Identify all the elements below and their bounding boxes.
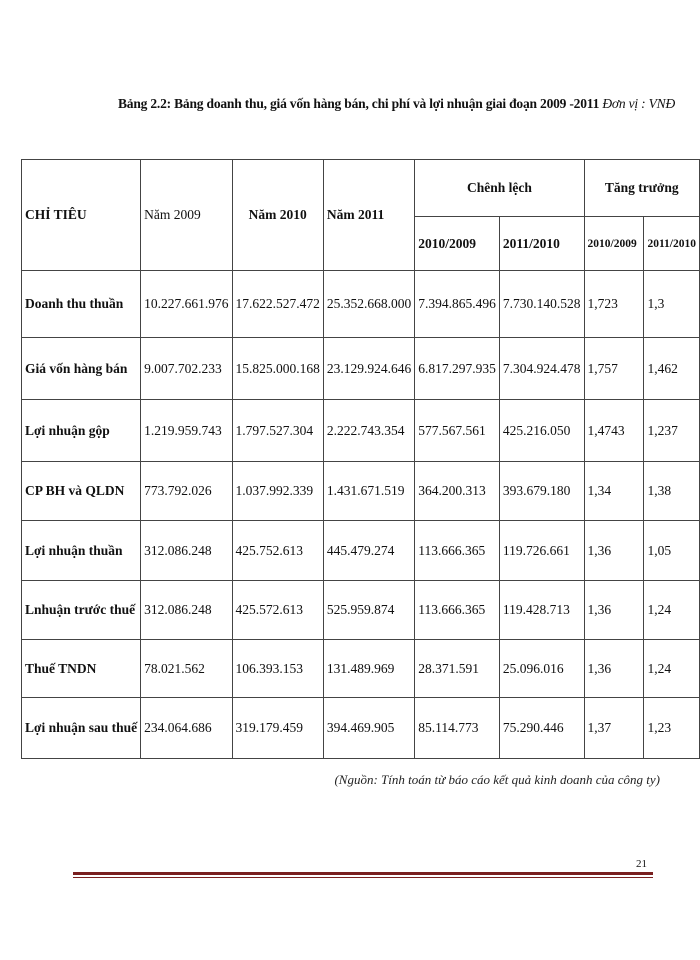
cell-2011: 2.222.743.354 <box>323 400 414 462</box>
cell-growth-1: 1,723 <box>584 271 644 338</box>
table-row <box>22 271 700 338</box>
cell-diff-2: 393.679.180 <box>499 462 584 521</box>
cell-2010: 319.179.459 <box>232 698 323 759</box>
cell-diff-1: 577.567.561 <box>415 400 500 462</box>
cell-2010: 1.037.992.339 <box>232 462 323 521</box>
header-diff-2010-2009: 2010/2009 <box>415 217 500 271</box>
table-row <box>22 698 700 759</box>
cell-diff-2: 7.304.924.478 <box>499 338 584 400</box>
cell-growth-2: 1,38 <box>644 462 700 521</box>
cell-growth-2: 1,24 <box>644 640 700 698</box>
cell-growth-2: 1,3 <box>644 271 700 338</box>
cell-diff-1: 113.666.365 <box>415 581 500 640</box>
table-row <box>22 338 700 400</box>
cell-2009: 312.086.248 <box>141 521 232 581</box>
source-note: (Nguồn: Tính toán từ báo cáo kết quả kinh doanh của công ty) <box>334 772 660 787</box>
cell-2011: 1.431.671.519 <box>323 462 414 521</box>
cell-diff-1: 7.394.865.496 <box>415 271 500 338</box>
cell-2010: 1.797.527.304 <box>232 400 323 462</box>
table-row <box>22 462 700 521</box>
cell-growth-1: 1,36 <box>584 521 644 581</box>
cell-diff-1: 6.817.297.935 <box>415 338 500 400</box>
cell-growth-1: 1,36 <box>584 640 644 698</box>
table-row <box>22 400 700 462</box>
cell-diff-2: 119.428.713 <box>499 581 584 640</box>
header-diff-2011-2010: 2011/2010 <box>499 217 584 271</box>
header-year-2011: Năm 2011 <box>323 160 414 271</box>
cell-2009: 773.792.026 <box>141 462 232 521</box>
cell-diff-2: 7.730.140.528 <box>499 271 584 338</box>
cell-growth-1: 1,4743 <box>584 400 644 462</box>
cell-growth-2: 1,05 <box>644 521 700 581</box>
cell-diff-2: 75.290.446 <box>499 698 584 759</box>
cell-diff-1: 85.114.773 <box>415 698 500 759</box>
cell-2011: 445.479.274 <box>323 521 414 581</box>
cell-2011: 525.959.874 <box>323 581 414 640</box>
cell-2010: 15.825.000.168 <box>232 338 323 400</box>
header-growth: Tăng trưởng <box>584 160 699 217</box>
cell-2011: 394.469.905 <box>323 698 414 759</box>
cell-diff-1: 28.371.591 <box>415 640 500 698</box>
cell-2010: 425.752.613 <box>232 521 323 581</box>
cell-2009: 9.007.702.233 <box>141 338 232 400</box>
row-label: Lợi nhuận gộp <box>22 400 141 462</box>
cell-2010: 17.622.527.472 <box>232 271 323 338</box>
cell-2009: 1.219.959.743 <box>141 400 232 462</box>
financial-table <box>21 159 700 759</box>
header-row-1 <box>22 160 700 217</box>
table-row <box>22 581 700 640</box>
header-year-2010: Năm 2010 <box>232 160 323 271</box>
cell-diff-1: 113.666.365 <box>415 521 500 581</box>
row-label: Doanh thu thuần <box>22 271 141 338</box>
cell-growth-1: 1,37 <box>584 698 644 759</box>
row-label: Lnhuận trước thuế <box>22 581 141 640</box>
footer-rule-thin <box>73 877 653 878</box>
page-number: 21 <box>636 858 647 870</box>
cell-diff-2: 25.096.016 <box>499 640 584 698</box>
cell-growth-2: 1,237 <box>644 400 700 462</box>
table-row <box>22 640 700 698</box>
cell-diff-1: 364.200.313 <box>415 462 500 521</box>
cell-2009: 10.227.661.976 <box>141 271 232 338</box>
cell-growth-1: 1,36 <box>584 581 644 640</box>
cell-growth-2: 1,24 <box>644 581 700 640</box>
cell-2011: 25.352.668.000 <box>323 271 414 338</box>
cell-2011: 23.129.924.646 <box>323 338 414 400</box>
header-difference: Chênh lệch <box>415 160 584 217</box>
footer-rule <box>73 872 653 875</box>
cell-growth-1: 1,34 <box>584 462 644 521</box>
row-label: CP BH và QLDN <box>22 462 141 521</box>
cell-2009: 312.086.248 <box>141 581 232 640</box>
cell-2010: 425.572.613 <box>232 581 323 640</box>
header-indicator: CHỈ TIÊU <box>22 160 141 271</box>
cell-diff-2: 425.216.050 <box>499 400 584 462</box>
cell-growth-2: 1,23 <box>644 698 700 759</box>
row-label: Lợi nhuận sau thuế <box>22 698 141 759</box>
cell-diff-2: 119.726.661 <box>499 521 584 581</box>
row-label: Thuế TNDN <box>22 640 141 698</box>
row-label: Lợi nhuận thuần <box>22 521 141 581</box>
cell-2009: 78.021.562 <box>141 640 232 698</box>
cell-growth-2: 1,462 <box>644 338 700 400</box>
caption-title: Bảng 2.2: Bảng doanh thu, giá vốn hàng bán, chi phí và lợi nhuận giai đoạn 2009 -2011 <box>118 96 600 111</box>
header-growth-2010-2009: 2010/2009 <box>584 217 644 271</box>
cell-2010: 106.393.153 <box>232 640 323 698</box>
table-row <box>22 521 700 581</box>
cell-2011: 131.489.969 <box>323 640 414 698</box>
cell-growth-1: 1,757 <box>584 338 644 400</box>
cell-2009: 234.064.686 <box>141 698 232 759</box>
table-caption <box>118 96 678 112</box>
header-year-2009: Năm 2009 <box>141 160 232 271</box>
caption-unit: Đơn vị : VNĐ <box>602 96 676 111</box>
row-label: Giá vốn hàng bán <box>22 338 141 400</box>
header-growth-2011-2010: 2011/2010 <box>644 217 700 271</box>
